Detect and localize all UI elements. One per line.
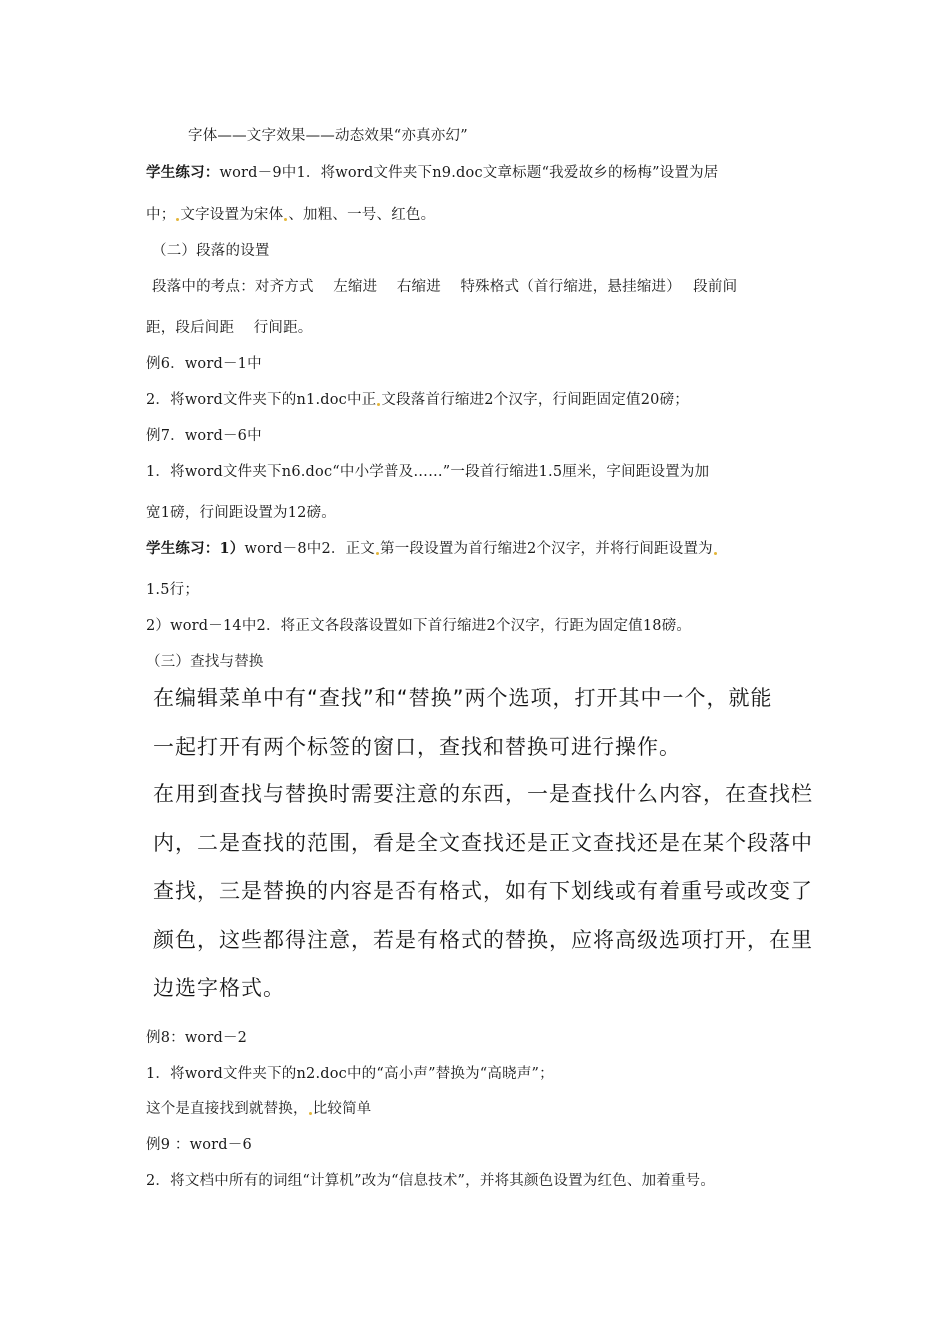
section-paragraph-title: （二）段落的设置	[152, 243, 270, 259]
example-6-text	[146, 390, 689, 410]
edit-mark-icon	[176, 218, 179, 221]
text-span: 文段落首行缩进2个汉字，行间距固定值20磅；	[381, 392, 689, 408]
text-span: 文字设置为宋体	[180, 207, 284, 223]
find-replace-para-1: 在编辑菜单中有“查找”和“替换”两个选项，打开其中一个，就能	[153, 686, 773, 710]
practice-label: 学生练习：1）	[146, 540, 245, 557]
student-practice-1	[146, 163, 719, 183]
example-7-text-cont: 宽1磅，行间距设置为12磅。	[146, 505, 336, 521]
student-practice-2-item2: 2）word－14中2．将正文各段落设置如下首行缩进2个汉字，行距为固定值18磅。	[146, 618, 692, 634]
text-span: 2．将word文件夹下的n1.doc中正	[146, 392, 377, 408]
find-replace-para-2-l4: 颜色，这些都得注意，若是有格式的替换，应将高级选项打开，在里	[153, 928, 813, 952]
practice-label: 学生练习：	[146, 164, 220, 181]
text-span: 这个是直接找到就替换，	[146, 1101, 308, 1117]
heading-font-effect: 字体——文字效果——动态效果“亦真亦幻”	[188, 128, 468, 144]
example-9-text: 2．将文档中所有的词组“计算机”改为“信息技术”，并将其颜色设置为红色、加着重号。	[146, 1173, 716, 1189]
student-practice-1-cont	[146, 205, 435, 225]
student-practice-2-cont: 1.5行；	[146, 582, 200, 598]
example-6-title: 例6．word－1中	[146, 356, 262, 372]
example-7-title: 例7．word－6中	[146, 428, 262, 444]
find-replace-para-2-l2: 内，二是查找的范围，看是全文查找还是正文查找还是在某个段落中	[153, 831, 813, 855]
edit-mark-icon	[376, 552, 379, 555]
text-span: 中；	[146, 207, 176, 223]
text-span: 、加粗、一号、红色。	[288, 207, 436, 223]
example-8-note	[146, 1099, 372, 1119]
example-8-text: 1．将word文件夹下的n2.doc中的“高小声”替换为“高晓声”；	[146, 1066, 554, 1082]
student-practice-2	[146, 539, 718, 559]
section-find-replace-title: （三）查找与替换	[146, 654, 264, 670]
find-replace-para-2-l3: 查找，三是替换的内容是否有格式，如有下划线或有着重号或改变了	[153, 879, 813, 903]
example-7-text: 1．将word文件夹下n6.doc“中小学普及……”一段首行缩进1.5厘米，字间距设置为加	[146, 464, 710, 480]
edit-mark-icon	[377, 403, 380, 406]
edit-mark-icon	[309, 1112, 312, 1115]
edit-mark-icon	[714, 552, 717, 555]
example-8-title: 例8：word－2	[146, 1030, 248, 1046]
find-replace-para-1-cont: 一起打开有两个标签的窗口，查找和替换可进行操作。	[153, 735, 681, 759]
paragraph-points-cont: 距，段后间距 行间距。	[146, 320, 313, 336]
text-span: 比较简单	[312, 1101, 372, 1117]
edit-mark-icon	[284, 218, 287, 221]
example-9-title: 例9 ：word－6	[146, 1137, 252, 1153]
text-span: word－8中2．正文	[244, 541, 376, 557]
practice-text: word－9中1．将word文件夹下n9.doc文章标题“我爱故乡的杨梅”设置为居	[219, 165, 719, 181]
text-span: 第一段设置为首行缩进2个汉字，并将行间距设置为	[380, 541, 713, 557]
find-replace-para-2-l5: 边选字格式。	[153, 976, 285, 1000]
find-replace-para-2: 在用到查找与替换时需要注意的东西，一是查找什么内容，在查找栏	[153, 782, 813, 806]
paragraph-points: 段落中的考点：对齐方式 左缩进 右缩进 特殊格式（首行缩进，悬挂缩进） 段前间	[152, 279, 738, 295]
